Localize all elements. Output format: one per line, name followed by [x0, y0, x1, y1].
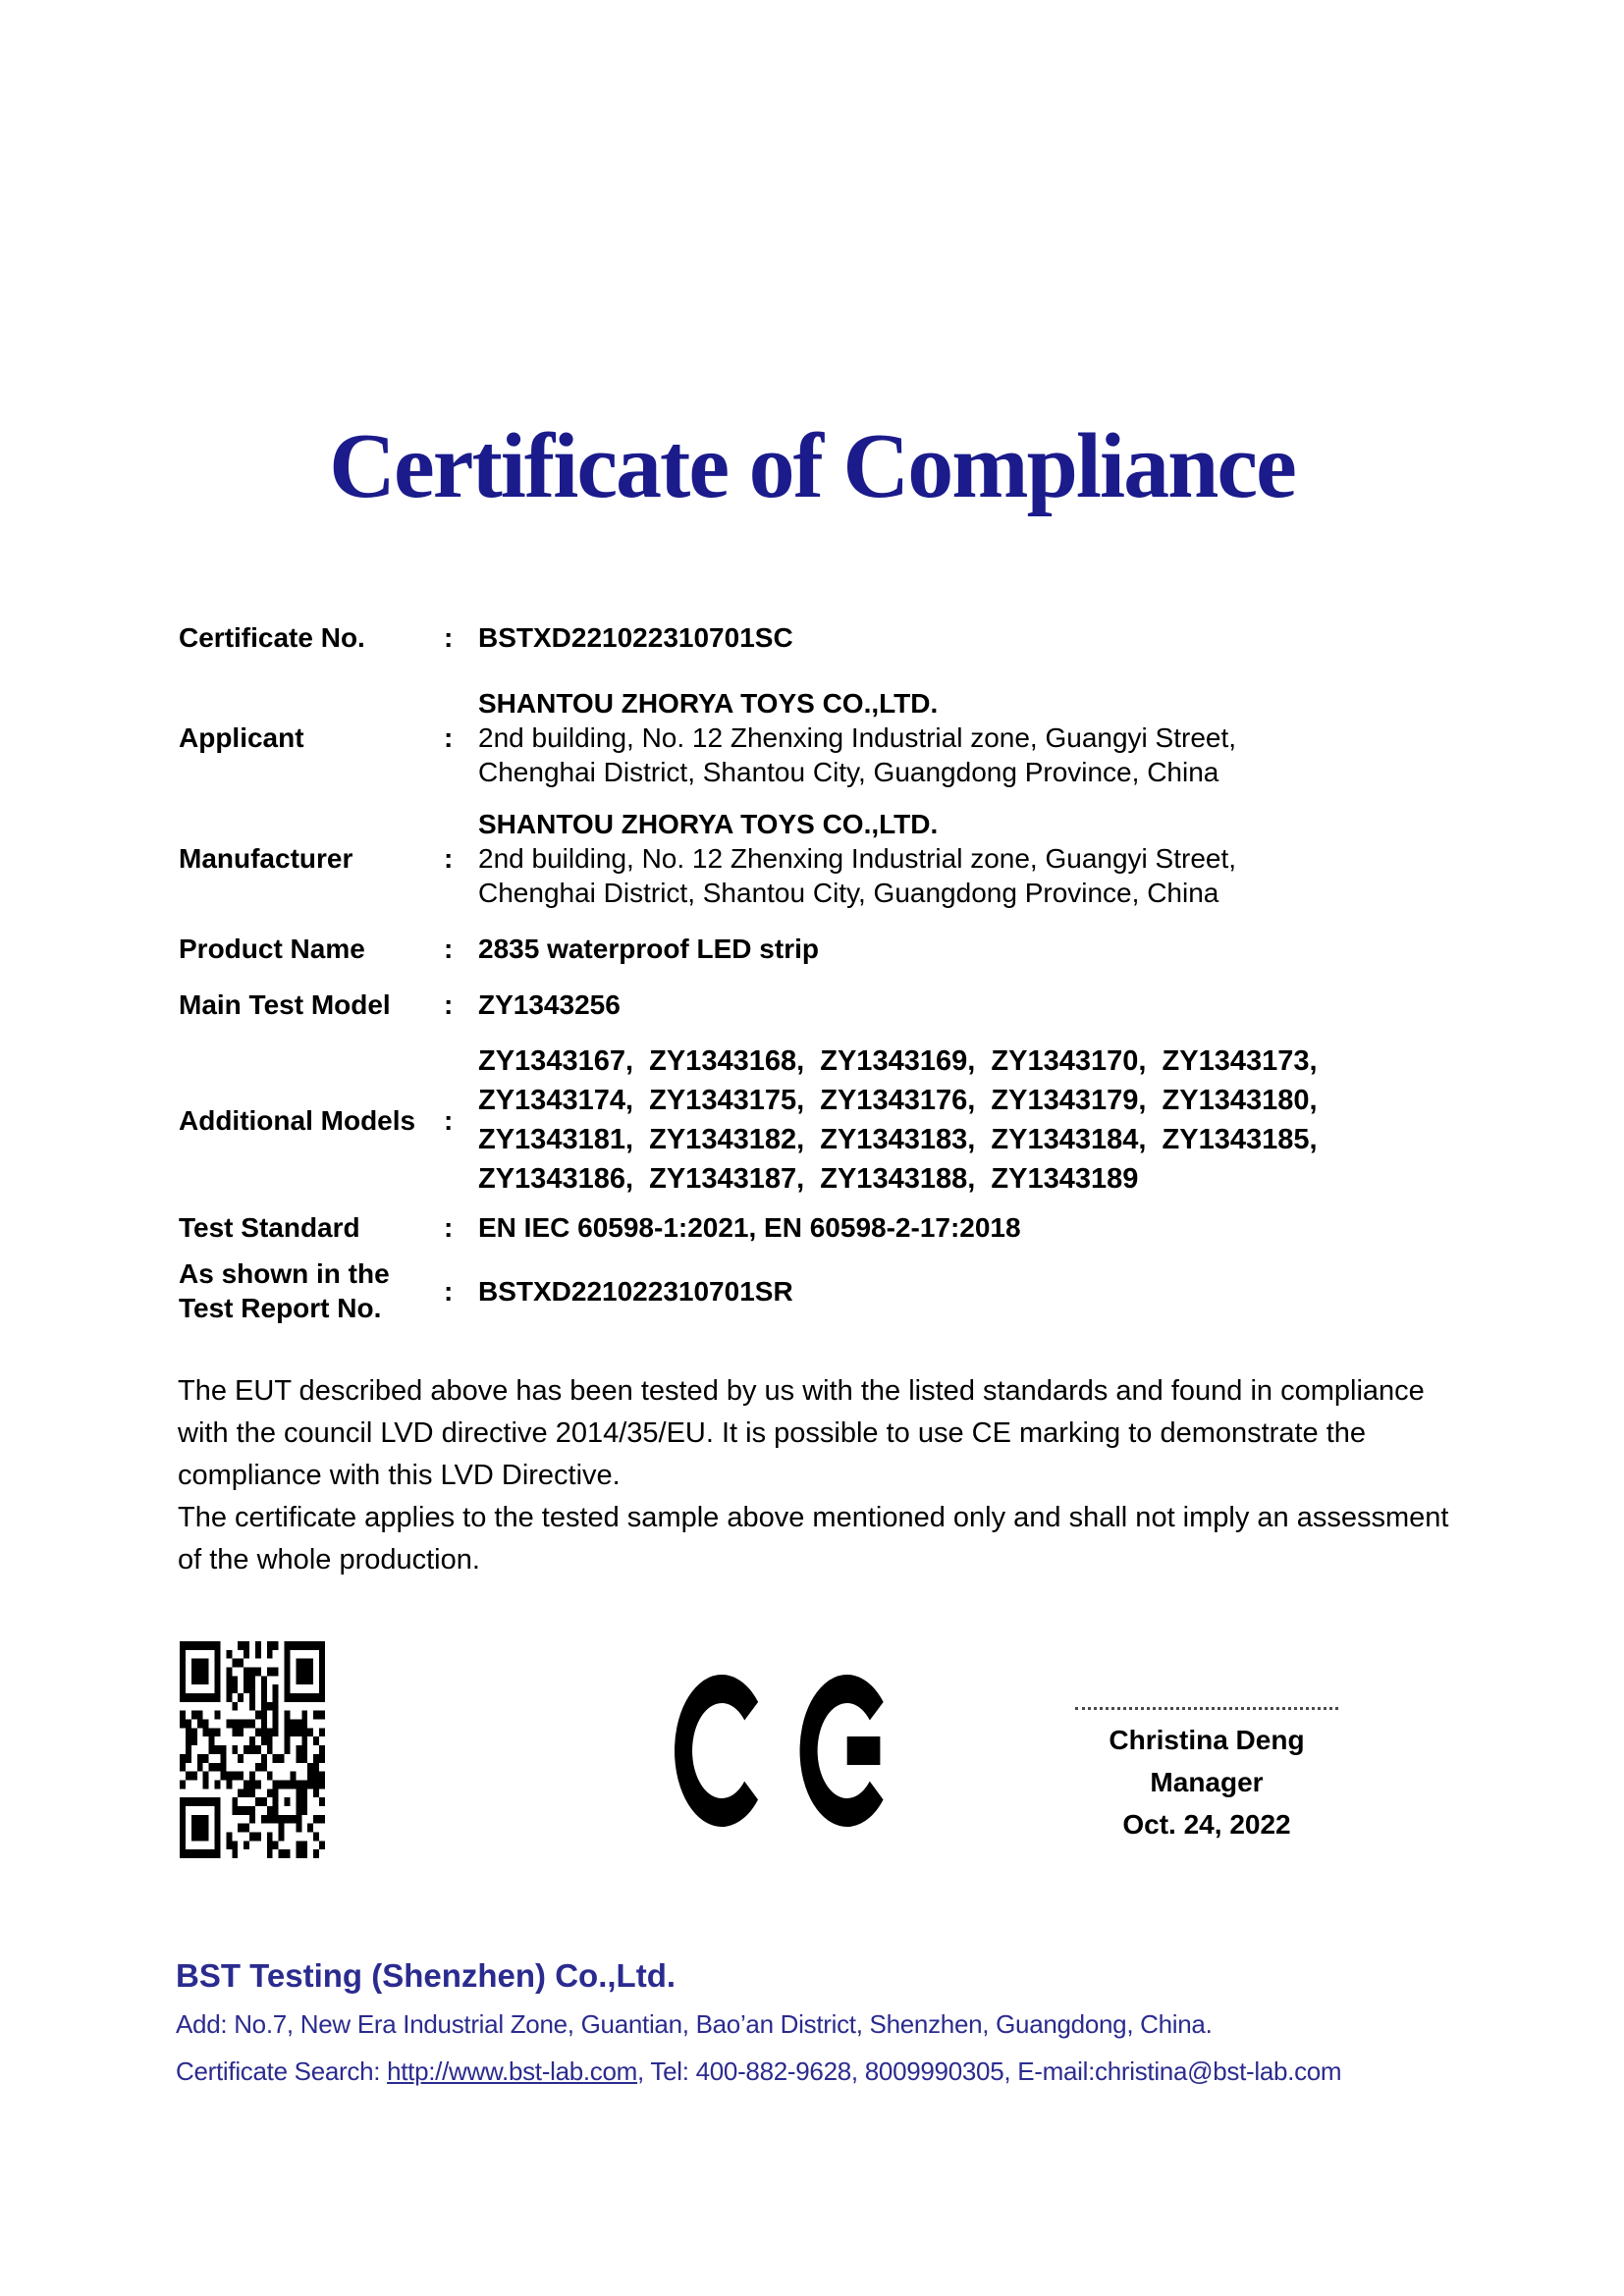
certificate-no-colon: : [444, 622, 454, 653]
test-standard-colon: : [444, 1212, 454, 1243]
manufacturer-value [478, 807, 1467, 910]
declaration-paragraph-1: The EUT described above has been tested by us with the listed standards and found in compliance with the council LVD directive 2014/35/EU. It is possible to use CE marking to demonstrate the compliance with this LVD Directive. [178, 1375, 1425, 1491]
applicant-address-2: Chenghai District, Shantou City, Guangdong Province, China [478, 757, 1219, 787]
signature-dotted-line [1075, 1707, 1338, 1710]
field-row-test-standard [179, 1210, 1467, 1245]
field-row-main-test-model [179, 988, 1467, 1022]
manufacturer-address-1: 2nd building, No. 12 Zhenxing Industrial zone, Guangyi Street, [478, 843, 1237, 874]
issuer-contact-details: , Tel: 400-882-9628, 8009990305, E-mail:christina@bst-lab.com [637, 2056, 1342, 2086]
signature-block [1029, 1707, 1384, 1845]
test-report-no-label-line-2: Test Report No. [179, 1293, 382, 1323]
issuer-company-name: BST Testing (Shenzhen) Co.,Ltd. [176, 1957, 677, 1994]
additional-models-line-4: ZY1343186, ZY1343187, ZY1343188, ZY1343189 [478, 1163, 1139, 1195]
field-row-certificate-no [179, 620, 1467, 655]
manufacturer-label: Manufacturer [179, 843, 353, 874]
additional-models-value [478, 1041, 1467, 1199]
test-report-no-value: BSTXD221022310701SR [478, 1275, 793, 1307]
issuer-address: Add: No.7, New Era Industrial Zone, Guantian, Bao’an District, Shenzhen, Guangdong, China. [176, 2009, 1213, 2039]
main-test-model-value: ZY1343256 [478, 989, 621, 1020]
ce-marking-icon [675, 1675, 884, 1827]
test-report-no-colon: : [444, 1275, 454, 1307]
applicant-label: Applicant [179, 722, 304, 753]
field-row-additional-models [179, 1041, 1467, 1199]
issuer-footer [176, 1955, 1472, 2088]
qr-code-icon [180, 1641, 325, 1858]
signatory-name: Christina Deng [1109, 1725, 1305, 1755]
additional-models-line-3: ZY1343181, ZY1343182, ZY1343183, ZY1343184, ZY1343185, [478, 1124, 1318, 1155]
test-report-no-label [179, 1256, 444, 1325]
field-row-manufacturer [179, 807, 1467, 910]
certificate-fields [179, 620, 1467, 1325]
additional-models-colon: : [444, 1104, 454, 1136]
declaration-paragraph-2: The certificate applies to the tested sample above mentioned only and shall not imply an assessment of the whole production. [178, 1502, 1449, 1575]
applicant-address-1: 2nd building, No. 12 Zhenxing Industrial zone, Guangyi Street, [478, 722, 1237, 753]
signature-date: Oct. 24, 2022 [1122, 1809, 1291, 1840]
applicant-colon: : [444, 722, 454, 753]
manufacturer-colon: : [444, 843, 454, 874]
field-row-product-name [179, 932, 1467, 966]
main-test-model-label: Main Test Model [179, 989, 391, 1020]
certificate-no-label: Certificate No. [179, 622, 365, 653]
declaration-text [178, 1370, 1456, 1581]
signatory-role: Manager [1150, 1767, 1264, 1797]
product-name-value: 2835 waterproof LED strip [478, 934, 819, 964]
test-standard-value: EN IEC 60598-1:2021, EN 60598-2-17:2018 [478, 1212, 1021, 1243]
applicant-company: SHANTOU ZHORYA TOYS CO.,LTD. [478, 688, 939, 719]
field-row-test-report-no [179, 1256, 1467, 1325]
test-report-no-label-line-1: As shown in the [179, 1258, 390, 1289]
field-row-applicant [179, 686, 1467, 789]
manufacturer-company: SHANTOU ZHORYA TOYS CO.,LTD. [478, 809, 939, 839]
product-name-colon: : [444, 934, 454, 964]
issuer-contact-line [176, 2056, 1472, 2088]
certificate-search-label: Certificate Search: [176, 2056, 388, 2086]
additional-models-line-2: ZY1343174, ZY1343175, ZY1343176, ZY1343179, ZY1343180, [478, 1085, 1318, 1116]
certificate-no-value: BSTXD221022310701SC [478, 622, 793, 653]
certificate-search-link[interactable]: http://www.bst-lab.com [387, 2056, 638, 2086]
main-test-model-colon: : [444, 989, 454, 1020]
additional-models-label: Additional Models [179, 1104, 416, 1136]
product-name-label: Product Name [179, 934, 365, 964]
manufacturer-address-2: Chenghai District, Shantou City, Guangdong Province, China [478, 878, 1219, 908]
test-standard-label: Test Standard [179, 1212, 360, 1243]
additional-models-line-1: ZY1343167, ZY1343168, ZY1343169, ZY1343170, ZY1343173, [478, 1045, 1318, 1077]
certificate-title: Certificate of Compliance [329, 415, 1295, 517]
applicant-value [478, 686, 1467, 789]
